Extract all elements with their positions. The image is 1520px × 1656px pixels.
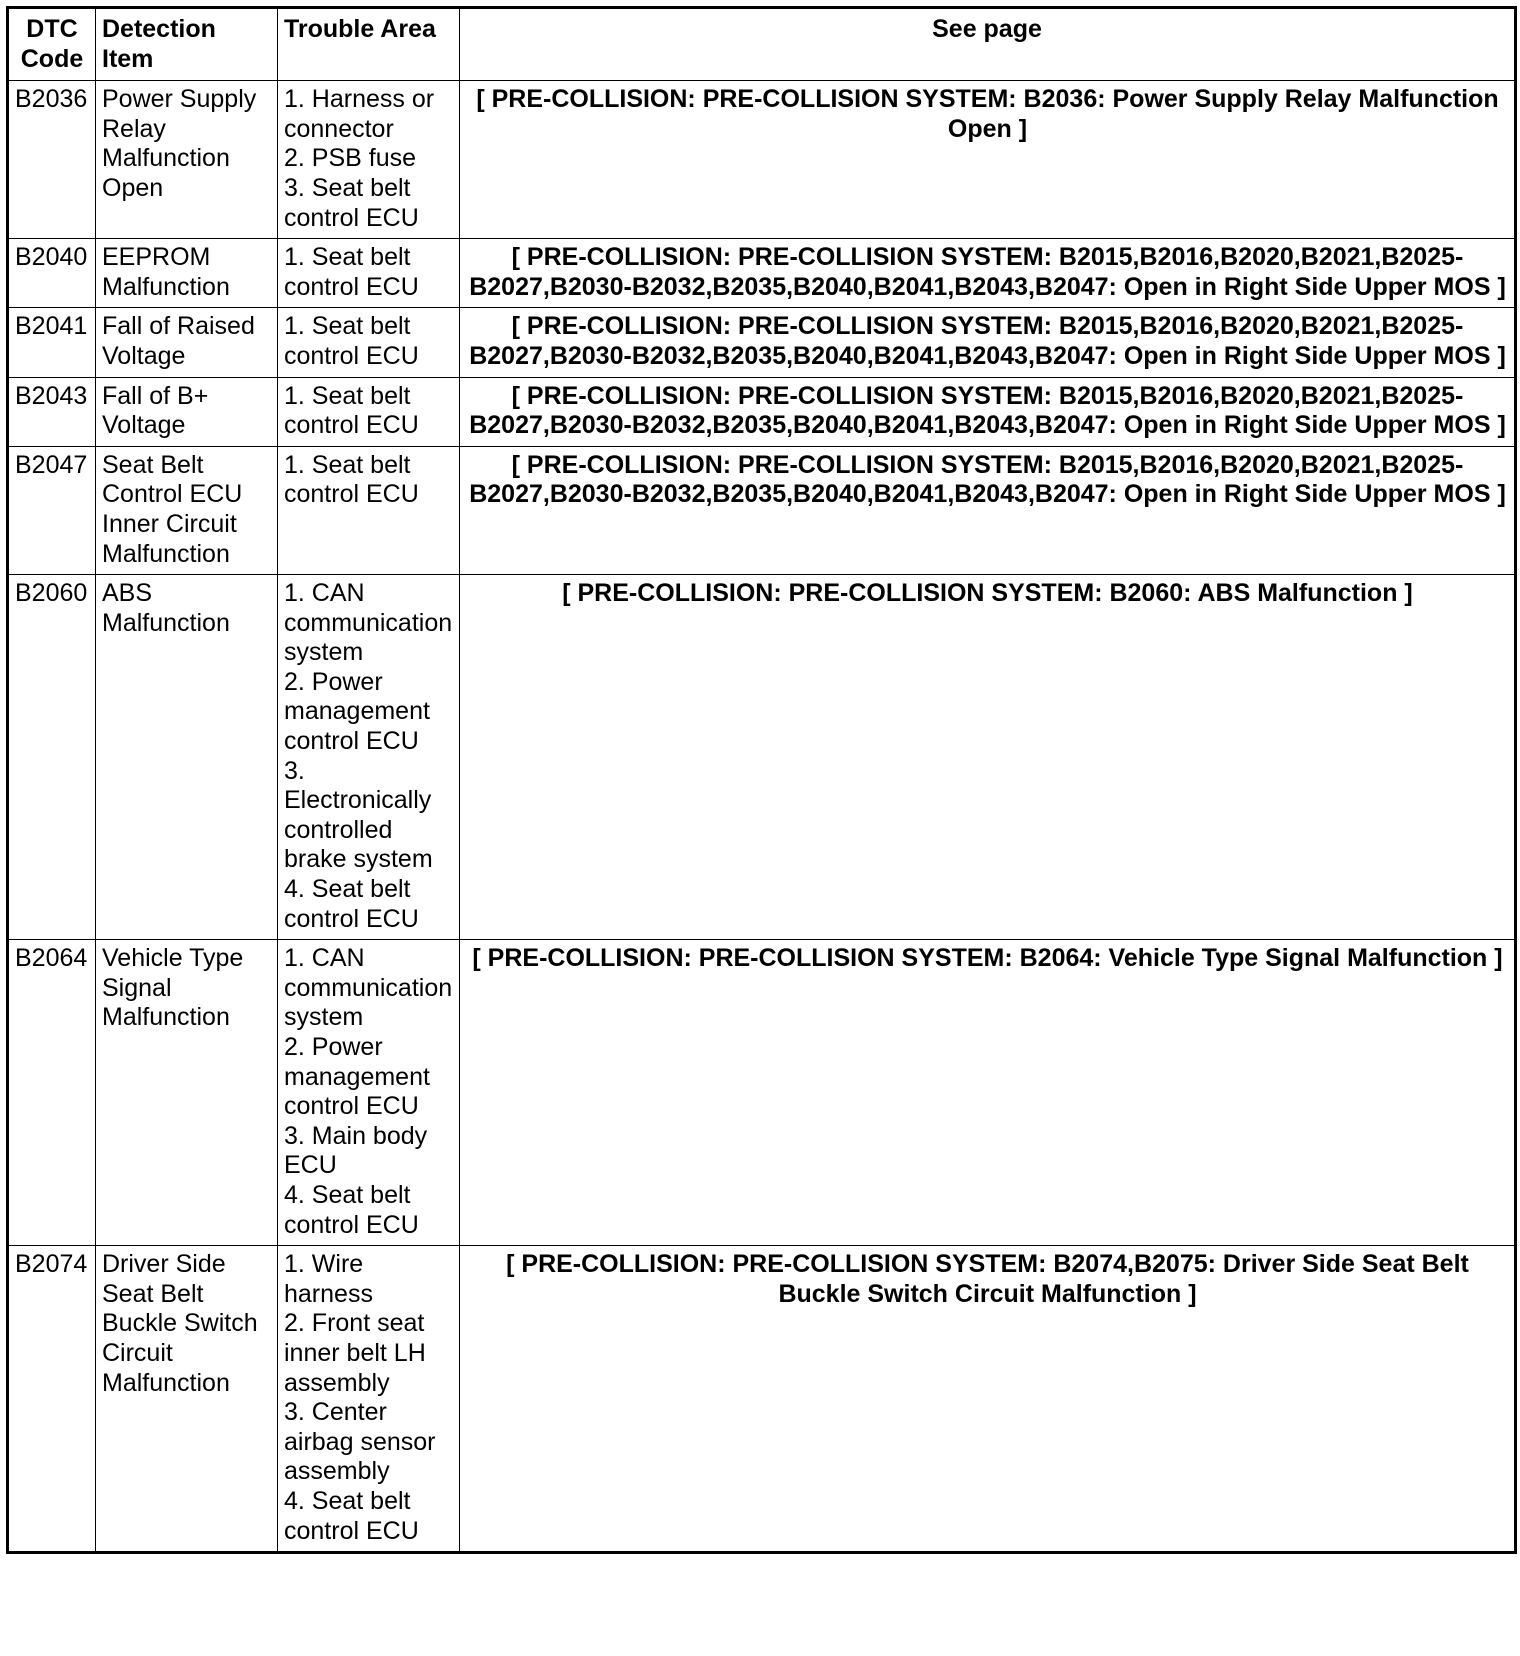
trouble-area-item: 1. CAN communication system: [284, 944, 453, 1032]
dtc-table: [6, 6, 1517, 1554]
header-row: [8, 8, 1516, 81]
trouble-area-item: 1. Harness or connector: [284, 85, 435, 143]
trouble-area-item: 2. Power management control ECU: [284, 667, 430, 756]
dtc-code-cell: B2036: [8, 81, 96, 239]
header-detection-item: Detection Item: [96, 8, 278, 81]
table-row: [8, 446, 1516, 574]
trouble-area-item: 1. Seat belt control ECU: [284, 381, 419, 440]
trouble-area-item: 1. Seat belt control ECU: [284, 243, 419, 301]
table-row: [8, 308, 1516, 377]
dtc-code-cell: B2040: [8, 239, 96, 308]
trouble-area-item: 2. Front seat inner belt LH assembly: [284, 1309, 426, 1397]
trouble-area-item: 3. Center airbag sensor assembly: [284, 1398, 436, 1486]
trouble-area-item: 1. Seat belt control ECU: [284, 450, 419, 509]
trouble-area-cell: [278, 239, 460, 308]
detection-item-cell: Vehicle Type Signal Malfunction: [96, 940, 278, 1246]
see-page-link[interactable]: [ PRE-COLLISION: PRE-COLLISION SYSTEM: B2074,B2075: Driver Side Seat Belt Buckle Switch Circuit Malfunction ]: [460, 1246, 1516, 1553]
detection-item-cell: Driver Side Seat Belt Buckle Switch Circuit Malfunction: [96, 1246, 278, 1553]
detection-item-cell: ABS Malfunction: [96, 575, 278, 940]
trouble-area-cell: [278, 1246, 460, 1553]
see-page-link[interactable]: [ PRE-COLLISION: PRE-COLLISION SYSTEM: B2015,B2016,B2020,B2021,B2025-B2027,B2030-B2032,B2035,B2040,B2041,B2043,B2047: Open in Right Side Upper MOS ]: [460, 239, 1516, 308]
trouble-area-item: 1. Wire harness: [284, 1250, 373, 1308]
trouble-area-item: 4. Seat belt control ECU: [284, 875, 419, 933]
header-see-page: See page: [460, 8, 1516, 81]
dtc-code-cell: B2060: [8, 575, 96, 940]
see-page-link[interactable]: [ PRE-COLLISION: PRE-COLLISION SYSTEM: B2015,B2016,B2020,B2021,B2025-B2027,B2030-B2032,B2035,B2040,B2041,B2043,B2047: Open in Right Side Upper MOS ]: [460, 446, 1516, 574]
trouble-area-item: 1. Seat belt control ECU: [284, 312, 419, 370]
trouble-area-item: 2. Power management control ECU: [284, 1033, 430, 1121]
detection-item-cell: Fall of Raised Voltage: [96, 308, 278, 377]
dtc-code-cell: B2043: [8, 377, 96, 446]
see-page-link[interactable]: [ PRE-COLLISION: PRE-COLLISION SYSTEM: B2015,B2016,B2020,B2021,B2025-B2027,B2030-B2032,B2035,B2040,B2041,B2043,B2047: Open in Right Side Upper MOS ]: [460, 308, 1516, 377]
trouble-area-cell: [278, 308, 460, 377]
trouble-area-item: 3. Main body ECU: [284, 1121, 428, 1180]
trouble-area-item: 3. Electronically controlled brake system: [284, 756, 433, 874]
table-row: [8, 377, 1516, 446]
dtc-code-cell: B2047: [8, 446, 96, 574]
trouble-area-cell: [278, 377, 460, 446]
header-trouble-area: Trouble Area: [278, 8, 460, 81]
see-page-link[interactable]: [ PRE-COLLISION: PRE-COLLISION SYSTEM: B2015,B2016,B2020,B2021,B2025-B2027,B2030-B2032,B2035,B2040,B2041,B2043,B2047: Open in Right Side Upper MOS ]: [460, 377, 1516, 446]
table-row: [8, 81, 1516, 239]
dtc-code-cell: B2041: [8, 308, 96, 377]
trouble-area-cell: [278, 446, 460, 574]
see-page-link[interactable]: [ PRE-COLLISION: PRE-COLLISION SYSTEM: B2064: Vehicle Type Signal Malfunction ]: [460, 940, 1516, 1246]
trouble-area-item: 4. Seat belt control ECU: [284, 1486, 419, 1545]
trouble-area-item: 4. Seat belt control ECU: [284, 1180, 419, 1239]
detection-item-cell: Fall of B+ Voltage: [96, 377, 278, 446]
table-row: [8, 1246, 1516, 1553]
see-page-link[interactable]: [ PRE-COLLISION: PRE-COLLISION SYSTEM: B2036: Power Supply Relay Malfunction Open ]: [460, 81, 1516, 239]
see-page-link[interactable]: [ PRE-COLLISION: PRE-COLLISION SYSTEM: B2060: ABS Malfunction ]: [460, 575, 1516, 940]
table-row: [8, 575, 1516, 940]
header-dtc-code: DTC Code: [8, 8, 96, 81]
trouble-area-cell: [278, 940, 460, 1246]
detection-item-cell: EEPROM Malfunction: [96, 239, 278, 308]
detection-item-cell: Power Supply Relay Malfunction Open: [96, 81, 278, 239]
trouble-area-cell: [278, 575, 460, 940]
detection-item-cell: Seat Belt Control ECU Inner Circuit Malfunction: [96, 446, 278, 574]
dtc-code-cell: B2074: [8, 1246, 96, 1553]
trouble-area-item: 2. PSB fuse: [284, 144, 417, 173]
table-row: [8, 940, 1516, 1246]
trouble-area-item: 1. CAN communication system: [284, 579, 453, 667]
dtc-code-cell: B2064: [8, 940, 96, 1246]
table-row: [8, 239, 1516, 308]
trouble-area-cell: [278, 81, 460, 239]
trouble-area-item: 3. Seat belt control ECU: [284, 173, 419, 232]
